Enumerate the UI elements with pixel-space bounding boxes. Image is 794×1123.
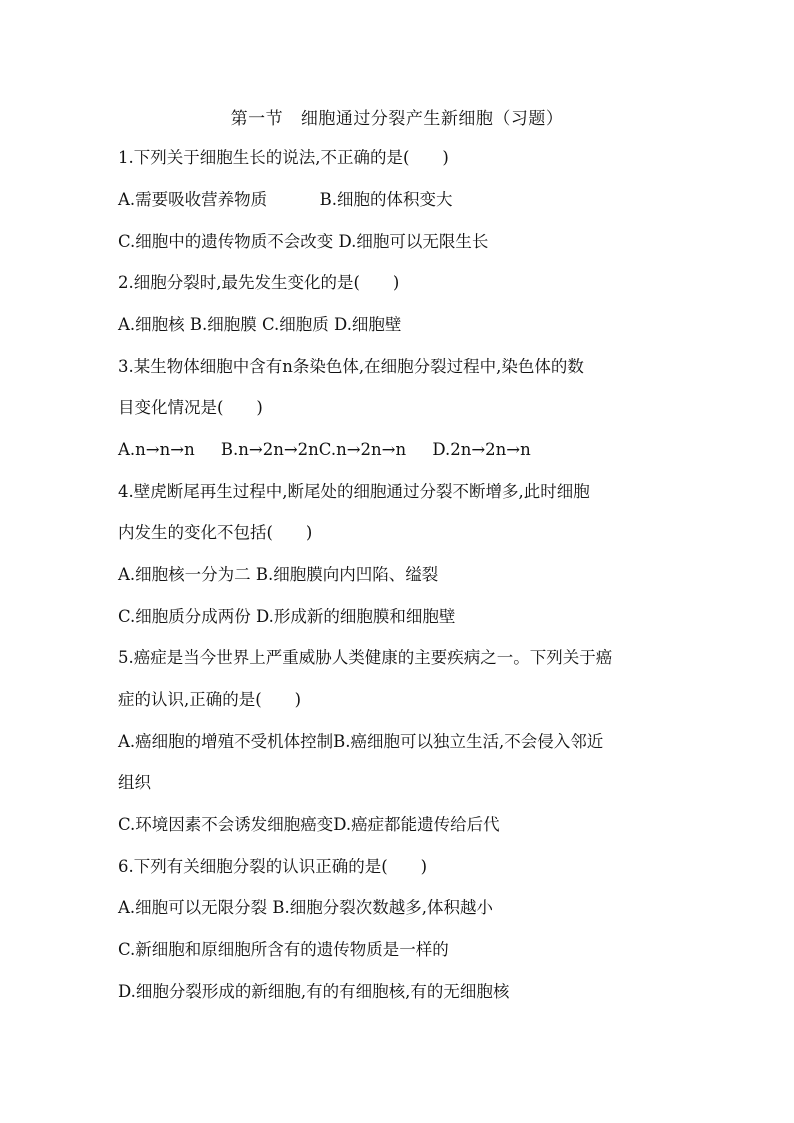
question-5-options-cd: C.环境因素不会诱发细胞癌变D.癌症都能遗传给后代 (118, 815, 500, 834)
question-4-options-cd: C.细胞质分成两份 D.形成新的细胞膜和细胞壁 (118, 607, 456, 626)
question-5-stem-line-1: 5.癌症是当今世界上严重威胁人类健康的主要疾病之一。下列关于癌 (118, 648, 613, 667)
page-title: 第一节 细胞通过分裂产生新细胞（习题） (230, 109, 564, 129)
question-2-options: A.细胞核 B.细胞膜 C.细胞质 D.细胞壁 (118, 315, 402, 334)
question-4-options-ab: A.细胞核一分为二 B.细胞膜向内凹陷、缢裂 (118, 565, 439, 584)
question-5-options-ab-line-1: A.癌细胞的增殖不受机体控制B.癌细胞可以独立生活,不会侵入邻近 (118, 732, 604, 751)
question-4-stem-line-2: 内发生的变化不包括( ) (118, 523, 313, 542)
question-3-stem-line-2: 目变化情况是( ) (118, 398, 263, 417)
question-5-options-ab-line-2: 组织 (118, 773, 151, 792)
question-6-option-c: C.新细胞和原细胞所含有的遗传物质是一样的 (118, 940, 449, 959)
question-1-stem: 1.下列关于细胞生长的说法,不正确的是( ) (118, 148, 449, 167)
question-3-options: A.n→n→n B.n→2n→2nC.n→2n→n D.2n→2n→n (118, 440, 531, 459)
question-3-stem-line-1: 3.某生物体细胞中含有n条染色体,在细胞分裂过程中,染色体的数 (118, 357, 584, 376)
question-2-stem: 2.细胞分裂时,最先发生变化的是( ) (118, 273, 400, 292)
question-6-option-d: D.细胞分裂形成的新细胞,有的有细胞核,有的无细胞核 (118, 982, 510, 1001)
question-1-options-cd: C.细胞中的遗传物质不会改变 D.细胞可以无限生长 (118, 232, 489, 251)
question-6-stem: 6.下列有关细胞分裂的认识正确的是( ) (118, 857, 428, 876)
question-1-options-ab: A.需要吸收营养物质 B.细胞的体积变大 (118, 190, 453, 209)
question-4-stem-line-1: 4.壁虎断尾再生过程中,断尾处的细胞通过分裂不断增多,此时细胞 (118, 482, 590, 501)
question-6-options-ab: A.细胞可以无限分裂 B.细胞分裂次数越多,体积越小 (118, 898, 494, 917)
question-5-stem-line-2: 症的认识,正确的是( ) (118, 690, 302, 709)
